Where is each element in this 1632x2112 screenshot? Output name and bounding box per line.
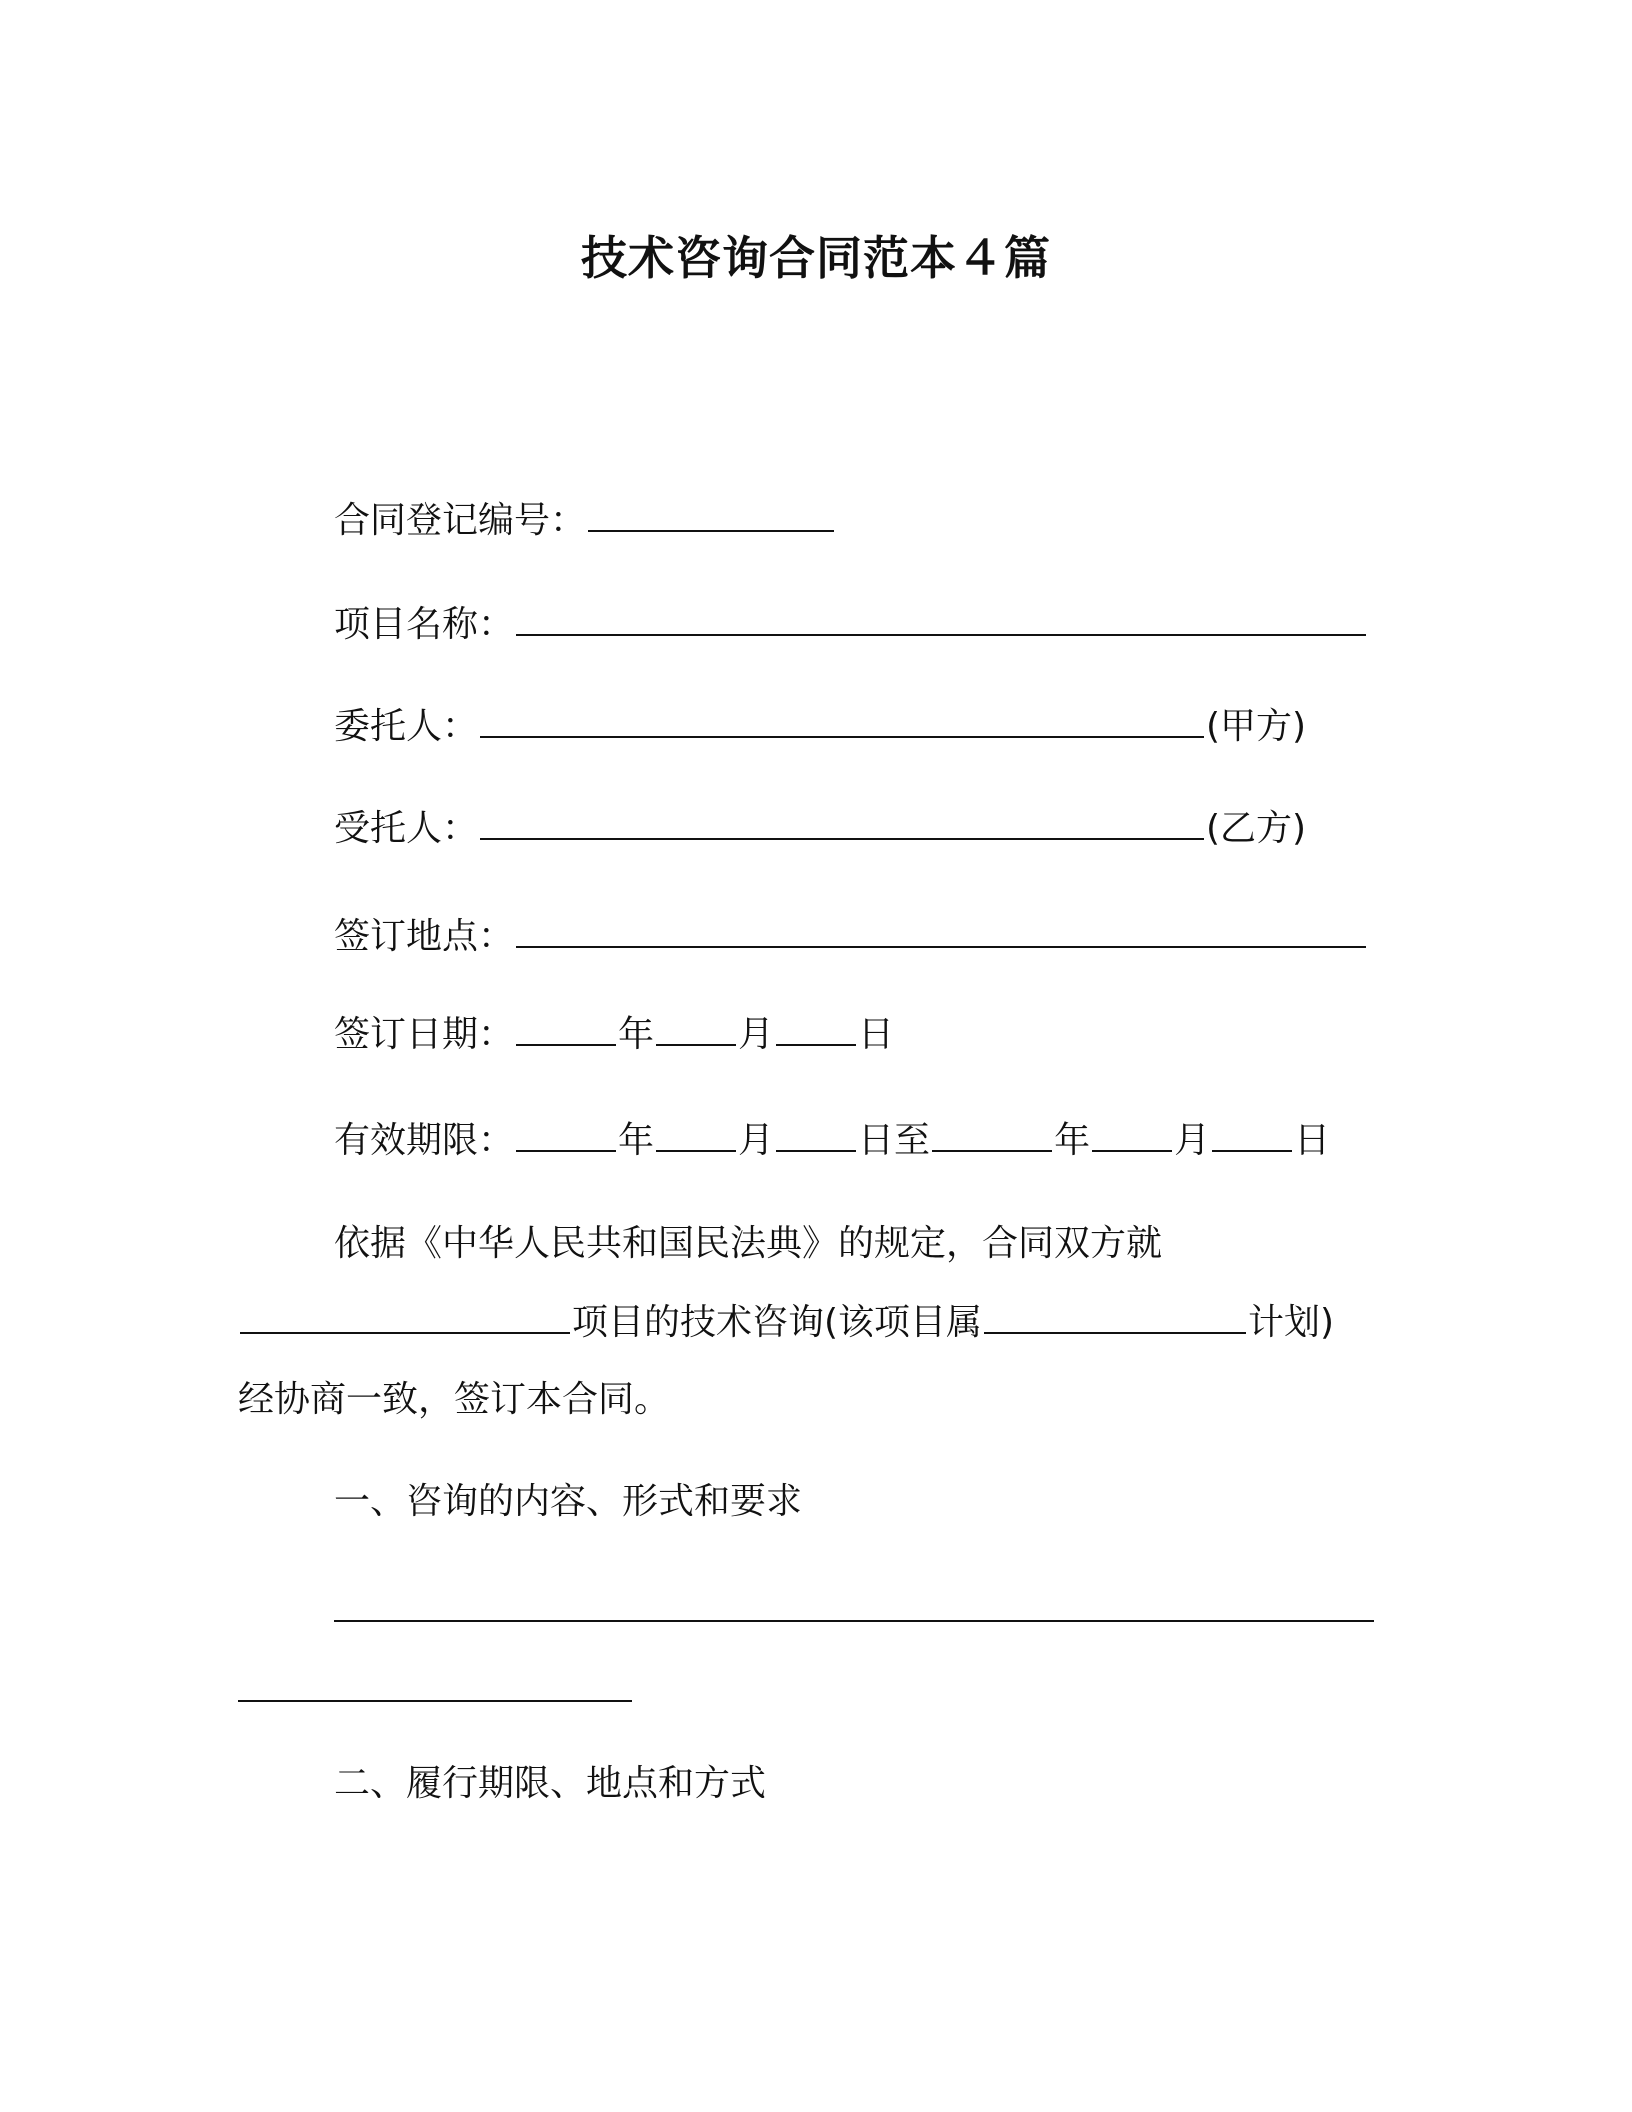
consultant-label: 受托人： <box>334 808 479 849</box>
consultant-suffix: (乙方) <box>1206 808 1307 849</box>
validity-start-year-unit: 年 <box>618 1120 655 1161</box>
validity-start-year-blank[interactable] <box>516 1116 616 1152</box>
project-name-label: 项目名称： <box>334 604 515 645</box>
project-name-blank[interactable] <box>516 600 1366 636</box>
sign-place-blank[interactable] <box>516 912 1366 948</box>
client-field <box>334 702 1306 751</box>
validity-end-day-unit: 日 <box>1294 1120 1331 1161</box>
validity-end-day-blank[interactable] <box>1212 1116 1292 1152</box>
validity-end-month-blank[interactable] <box>1092 1116 1172 1152</box>
validity-to: 日至 <box>858 1120 931 1161</box>
sign-year-blank[interactable] <box>516 1010 616 1046</box>
section-1-content-blank-1[interactable] <box>334 1620 1374 1622</box>
preamble-line-3: 经协商一致，签订本合同。 <box>238 1379 671 1420</box>
sign-place-label: 签订地点： <box>334 916 515 957</box>
registration-number-field <box>334 496 836 545</box>
preamble-line-2-mid: 项目的技术咨询(该项目属 <box>572 1302 983 1343</box>
preamble-line-1: 依据《中华人民共和国民法典》的规定，合同双方就 <box>334 1223 1163 1264</box>
validity-start-day-blank[interactable] <box>776 1116 856 1152</box>
sign-date-label: 签订日期： <box>334 1014 515 1055</box>
sign-year-unit: 年 <box>618 1014 655 1055</box>
client-suffix: (甲方) <box>1206 706 1307 747</box>
consultant-blank[interactable] <box>480 804 1204 840</box>
registration-number-blank[interactable] <box>588 496 834 532</box>
consultant-field <box>334 804 1306 853</box>
validity-end-year-blank[interactable] <box>932 1116 1052 1152</box>
preamble-line-2-end: 计划) <box>1248 1302 1335 1343</box>
document-title: 技术咨询合同范本４篇 <box>581 231 1051 285</box>
sign-month-unit: 月 <box>738 1014 775 1055</box>
client-label: 委托人： <box>334 706 479 747</box>
validity-end-year-unit: 年 <box>1054 1120 1091 1161</box>
section-2-heading: 二、履行期限、地点和方式 <box>334 1763 767 1804</box>
sign-month-blank[interactable] <box>656 1010 736 1046</box>
section-1-content-blank-2[interactable] <box>238 1700 632 1702</box>
project-reference-blank[interactable] <box>240 1298 570 1334</box>
validity-field <box>334 1116 1330 1165</box>
validity-start-month-unit: 月 <box>738 1120 775 1161</box>
sign-day-unit: 日 <box>858 1014 895 1055</box>
validity-start-month-blank[interactable] <box>656 1116 736 1152</box>
sign-date-field <box>334 1010 894 1059</box>
client-blank[interactable] <box>480 702 1204 738</box>
plan-name-blank[interactable] <box>984 1298 1246 1334</box>
preamble-line-2 <box>238 1298 1334 1347</box>
section-1-heading: 一、咨询的内容、形式和要求 <box>334 1481 803 1522</box>
validity-end-month-unit: 月 <box>1174 1120 1211 1161</box>
validity-label: 有效期限： <box>334 1120 515 1161</box>
sign-place-field <box>334 912 1368 961</box>
sign-day-blank[interactable] <box>776 1010 856 1046</box>
project-name-field <box>334 600 1368 649</box>
registration-number-label: 合同登记编号： <box>334 500 587 541</box>
